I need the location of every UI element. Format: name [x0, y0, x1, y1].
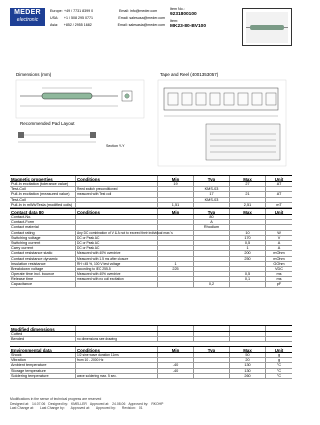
item-name-label: Item: [170, 19, 178, 23]
row-parameter: Switching voltage [10, 236, 76, 240]
row-typ [194, 358, 230, 362]
tape-reel-drawing [158, 80, 286, 166]
header-conditions: Conditions [76, 176, 158, 181]
header-conditions: Conditions [76, 209, 158, 214]
row-min [158, 246, 194, 250]
row-max [230, 198, 266, 202]
table-header [10, 175, 292, 182]
row-max [230, 282, 266, 286]
row-max: 130 [230, 369, 266, 373]
row-min: 1 [158, 262, 194, 266]
row-conditions [76, 220, 158, 224]
row-typ: 80 [194, 215, 230, 219]
row-parameter: Breakdown voltage [10, 267, 76, 271]
contact-row [50, 15, 165, 22]
row-unit: mOhm [273, 251, 285, 256]
row-conditions: DC or Peak AC [76, 241, 158, 245]
header [10, 7, 292, 60]
row-max: 250 [230, 257, 266, 261]
row-min [158, 225, 194, 229]
row-parameter: Pull-In excitation (tolerance value) [10, 182, 76, 186]
row-max: 50 [230, 353, 266, 357]
approved-at-value: 24.08.06 [112, 401, 126, 406]
header-unit: Unit [274, 348, 284, 353]
row-unit: W [277, 230, 281, 235]
row-min [158, 187, 194, 191]
approved-at-label: Approved at: [89, 401, 110, 406]
row-max: 2,51 [230, 203, 266, 207]
row-typ: KMS-03 [194, 187, 230, 191]
approved-at-label: Approved at: [70, 406, 90, 411]
header-min: Min [158, 176, 194, 181]
row-typ [194, 246, 230, 250]
row-min: -40 [158, 369, 194, 373]
row-parameter: Contact-No. [10, 215, 76, 219]
row-conditions: according to IEC 255-5 [76, 267, 158, 271]
contact-phone: +852 / 2955 1682 [63, 23, 92, 27]
designed-by-value: KMELLER [71, 401, 87, 406]
product-photo-image [246, 12, 288, 43]
row-parameter: Switching current [10, 241, 76, 245]
row-parameter: Cutted [10, 332, 76, 336]
row-typ: 0,2 [194, 282, 230, 286]
row-conditions [76, 203, 158, 207]
header-conditions: Conditions [76, 347, 158, 352]
row-unit: GOhm [273, 261, 285, 266]
header-conditions [76, 326, 158, 331]
table-row [10, 374, 292, 379]
row-min [158, 337, 194, 341]
row-max [230, 332, 266, 336]
row-conditions: DC or Peak AC [76, 236, 158, 240]
row-typ [194, 203, 230, 207]
table-row [10, 337, 292, 342]
row-min: 225 [158, 267, 194, 271]
row-parameter: Contact rating [10, 231, 76, 235]
row-conditions: wave soldering max. 5 sec. [76, 374, 158, 378]
row-typ: Rhodium [194, 225, 230, 229]
row-conditions [76, 282, 158, 286]
contact-row [50, 8, 165, 15]
row-conditions: Measured with 1.5 ms after closure [76, 257, 158, 261]
contact-phone: +1 / 508 295 0771 [63, 16, 93, 20]
row-unit: g [277, 358, 281, 363]
row-typ [194, 241, 230, 245]
header-min [158, 326, 194, 331]
row-parameter: Release time [10, 277, 76, 281]
drawing-canvas [10, 60, 292, 174]
designed-at-label: Designed at: [10, 401, 30, 406]
header-typ: Typ [194, 347, 230, 352]
row-parameter: Contact resistance dynamic [10, 257, 76, 261]
row-max [230, 267, 266, 271]
row-conditions: measured with no coil excitation [76, 277, 158, 281]
table-header [10, 208, 292, 215]
header-title: Environmental data [10, 347, 76, 352]
contact-data-table [10, 208, 292, 288]
row-max: 130 [230, 363, 266, 367]
row-max [230, 220, 266, 224]
modified-dimensions-table [10, 325, 292, 342]
row-parameter: Contact material [10, 225, 76, 229]
row-typ [194, 272, 230, 276]
contact-region: Europe: [50, 9, 63, 13]
row-min [158, 236, 194, 240]
row-max [230, 337, 266, 341]
revision-value: 01 [138, 406, 143, 411]
section-label: Section Y-Y [106, 144, 125, 148]
row-unit [266, 225, 292, 229]
row-conditions [76, 215, 158, 219]
row-conditions: measured with Test coil [76, 192, 158, 196]
row-parameter: Ambient temperature [10, 363, 76, 367]
row-typ [194, 267, 230, 271]
row-conditions [76, 369, 158, 373]
brand-logo [10, 8, 45, 26]
row-typ [194, 257, 230, 261]
reed-switch-drawing [16, 80, 144, 118]
row-unit [266, 220, 292, 224]
row-unit: °C [276, 373, 282, 378]
item-no-value: 9231800100 [170, 12, 197, 17]
row-min [158, 282, 194, 286]
row-parameter: Pull-In in mWb/Tesla (modified coils) [10, 203, 76, 207]
last-change-by-label: Last Change by: [39, 406, 65, 411]
row-min [158, 241, 194, 245]
item-no-label: Item No.: [170, 7, 185, 11]
row-parameter: Test-Coil [10, 187, 76, 191]
row-parameter: Pull-In excitation (measured value) [10, 192, 76, 196]
row-unit: mOhm [273, 256, 285, 261]
header-min: Min [158, 347, 194, 352]
row-min [158, 332, 194, 336]
product-photo [242, 8, 292, 46]
brand-tagline: electronic [16, 17, 39, 23]
row-conditions [76, 198, 158, 202]
row-conditions: Any DC combination of V & A not to exceed their individual max.'s [77, 230, 173, 235]
technical-drawings [10, 60, 292, 174]
row-conditions: Reed switch preconditioned [76, 187, 158, 191]
row-typ [194, 332, 230, 336]
row-unit: °C [276, 363, 282, 368]
row-max: 0,5 [230, 272, 266, 276]
row-typ: 17 [194, 192, 230, 196]
row-max: 170 [230, 236, 266, 240]
environmental-data-table [10, 346, 292, 379]
row-unit: A [277, 240, 281, 245]
row-typ [194, 369, 230, 373]
row-max: 20 [230, 358, 266, 362]
table-header [10, 346, 292, 353]
item-name-value: MK23-80-BV100 [170, 24, 206, 29]
header-typ: Typ [194, 176, 230, 181]
contact-email[interactable]: Email: info@meder.com [119, 9, 158, 13]
document-footer [10, 397, 292, 411]
row-unit: AT [276, 192, 282, 197]
row-typ [194, 251, 230, 255]
row-max [230, 225, 266, 229]
header-typ: Typ [194, 209, 230, 214]
approved-by-label: Approved by: [128, 401, 149, 406]
row-min [158, 220, 194, 224]
contact-phone: +49 / 7731 8399 0 [64, 9, 94, 13]
row-min [158, 374, 194, 378]
row-max: 21 [230, 192, 266, 196]
row-conditions: 1/2 sine wave duration 11ms [76, 353, 158, 357]
row-min: -40 [158, 363, 194, 367]
row-unit: g [277, 353, 281, 357]
row-typ [194, 231, 230, 235]
row-unit [266, 337, 292, 341]
row-typ [194, 374, 230, 378]
pad-layout-drawing [18, 132, 96, 142]
row-typ [194, 182, 230, 186]
row-max: 200 [230, 251, 266, 255]
header-max [230, 326, 266, 331]
row-min [158, 257, 194, 261]
row-min [158, 198, 194, 202]
approved-by-value: RKOHP [151, 401, 164, 406]
footer-row [10, 406, 292, 411]
header-unit [266, 326, 292, 331]
row-parameter: Contact resistance static [10, 251, 76, 255]
designed-at-value: 14.07.06 [32, 401, 46, 406]
header-typ [194, 326, 230, 331]
row-parameter: Test-Coil [10, 198, 76, 202]
row-unit: V [277, 235, 281, 240]
row-min [158, 358, 194, 362]
brand-name: MEDER [14, 9, 41, 16]
row-conditions [76, 363, 158, 367]
row-conditions [76, 182, 158, 186]
row-parameter: Operate time incl. bounce [10, 272, 76, 276]
row-unit: mT [276, 202, 282, 207]
row-conditions [76, 332, 158, 336]
row-min [158, 192, 194, 196]
contact-region: Asia: [50, 23, 58, 27]
row-min: 1,51 [158, 203, 194, 207]
row-parameter: Shock [10, 353, 76, 357]
row-max [230, 215, 266, 219]
contact-email[interactable]: Email: salesasia@meder.com [117, 23, 165, 27]
row-typ [194, 353, 230, 357]
row-parameter: Capacitance [10, 282, 76, 286]
header-unit: Unit [274, 210, 284, 215]
row-conditions [76, 225, 158, 229]
header-title: Contact data 80 [10, 209, 76, 214]
row-max: 27 [230, 182, 266, 186]
row-max: 260 [230, 374, 266, 378]
last-change-at-label: Last Change at: [10, 406, 34, 411]
row-unit: ms [276, 277, 282, 282]
row-max: 0,1 [230, 277, 266, 281]
table-header [10, 325, 292, 332]
contact-row [50, 22, 165, 29]
header-min: Min [158, 209, 194, 214]
row-typ [194, 363, 230, 367]
row-conditions: Measured with 40% overdrive [76, 272, 158, 276]
row-min [158, 277, 194, 281]
row-parameter: Contact-Form [10, 220, 76, 224]
contact-email[interactable]: Email: salesusa@meder.com [118, 16, 165, 20]
row-max [230, 187, 266, 191]
row-conditions: from 10 - 2000 Hz [76, 358, 158, 362]
row-min [158, 251, 194, 255]
contact-list [50, 8, 165, 29]
row-unit [266, 198, 292, 202]
row-min [158, 272, 194, 276]
row-unit: VDC [274, 266, 284, 271]
row-unit: ms [276, 272, 282, 277]
row-unit [266, 187, 292, 191]
header-title: Modified dimensions [10, 326, 76, 331]
header-max: Max [230, 209, 266, 214]
row-typ [194, 337, 230, 341]
row-unit: AT [276, 182, 282, 186]
row-parameter: Vibration [10, 358, 76, 362]
row-min [158, 353, 194, 357]
magnetic-properties-table [10, 175, 292, 208]
row-min [158, 215, 194, 219]
row-parameter: Soldering temperature [10, 374, 76, 378]
row-unit [266, 215, 292, 219]
row-typ [194, 236, 230, 240]
header-max: Max [230, 176, 266, 181]
row-parameter: Storage temperature [10, 369, 76, 373]
row-conditions: Measured with 40% overdrive [76, 251, 158, 255]
row-typ [194, 277, 230, 281]
dimensions-title: Dimensions (mm) [16, 72, 52, 77]
footer-note: Modifications in the sense of technical progress are reserved [10, 397, 102, 401]
revision-label: Revision: [121, 406, 136, 411]
header-title: Magnetic properties [10, 176, 76, 181]
row-typ [194, 262, 230, 266]
tape-reel-title: Tape and Reel (4001353057) [160, 72, 219, 77]
row-conditions: RH <45 %, 100 V test voltage [76, 262, 158, 266]
item-block [170, 7, 240, 31]
designed-by-label: Designed by: [48, 401, 69, 406]
row-parameter: Carry current [10, 246, 76, 250]
approved-by-label: Approved by: [95, 406, 116, 411]
row-unit: A [277, 246, 281, 251]
row-unit: °C [276, 368, 282, 373]
row-unit: pF [276, 282, 282, 287]
row-max: 10 [230, 231, 266, 235]
pad-layout-title: Recommended Pad Layout [20, 121, 75, 126]
row-max [230, 262, 266, 266]
row-typ: A [194, 220, 230, 224]
row-max: 1 [230, 246, 266, 250]
header-unit: Unit [274, 177, 284, 182]
table-row [10, 282, 292, 287]
row-unit [266, 332, 292, 336]
row-typ: KMS-03 [194, 198, 230, 202]
contact-region: USA: [50, 16, 59, 20]
row-min [158, 231, 194, 235]
row-parameter: Bended [10, 337, 76, 341]
row-max: 0,5 [230, 241, 266, 245]
row-conditions: DC or Peak AC [76, 246, 158, 250]
header-max: Max [230, 347, 266, 352]
row-min: 19 [158, 182, 194, 186]
row-conditions: no dimensions see drawing [76, 337, 158, 341]
row-parameter: Insulation resistance [10, 262, 76, 266]
